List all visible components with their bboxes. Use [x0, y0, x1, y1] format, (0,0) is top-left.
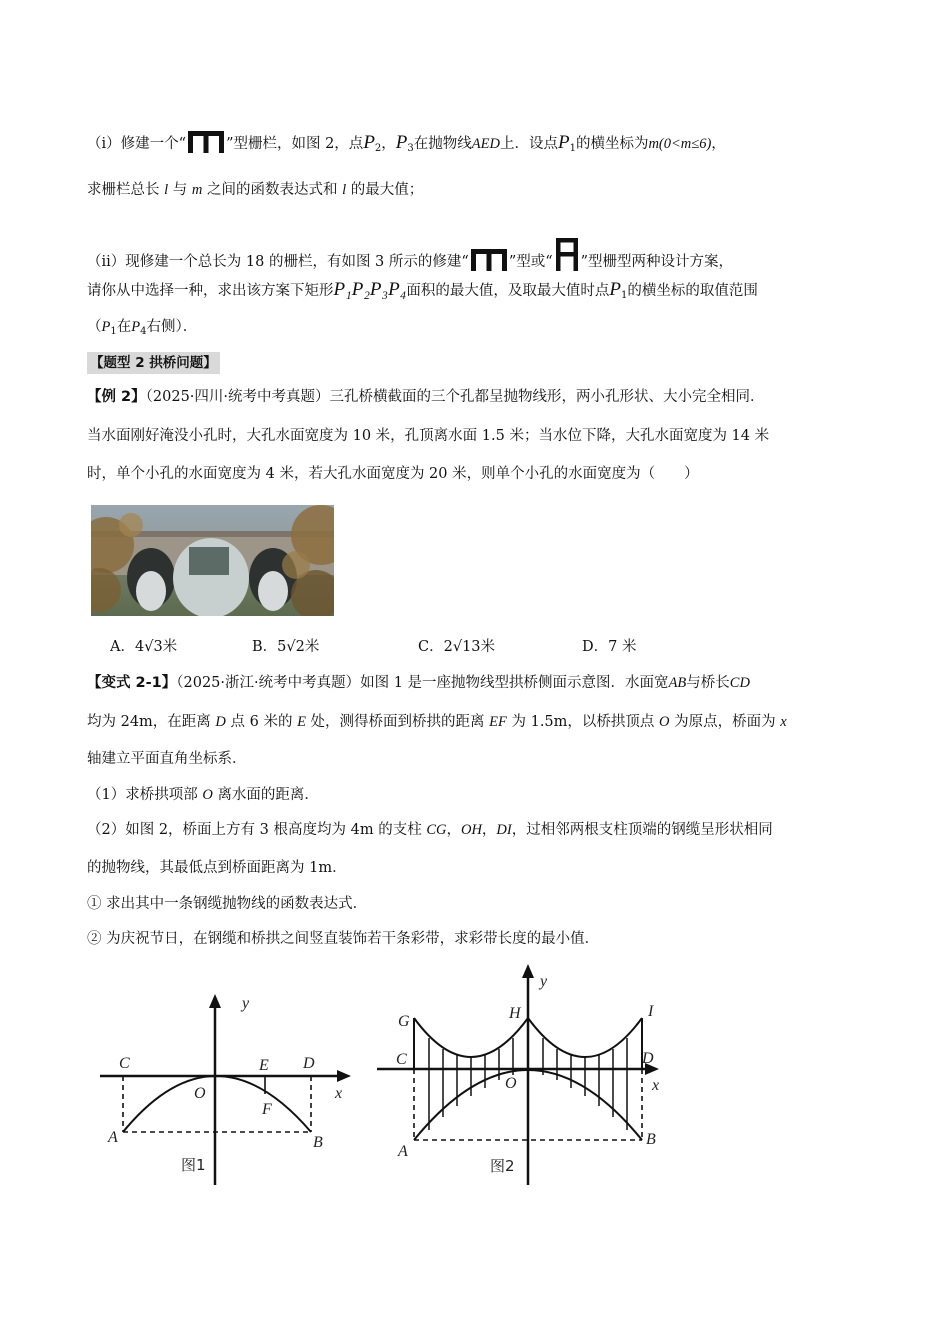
label-c: C	[396, 1051, 407, 1068]
option-c: C．2√13米	[418, 639, 496, 655]
part-ii-line-2: 请你从中选择一种，求出该方案下矩形P₁P₂P₃P₄面积的最大值，及取最大值时点$P_1$的横坐标的取值范围	[87, 279, 758, 301]
label-h: H	[509, 1005, 521, 1022]
option-b: B．5√2米	[252, 639, 320, 655]
figure-1	[95, 990, 365, 1190]
fence-a-shape-icon	[553, 236, 581, 272]
sub-question-2: ② 为庆祝节日，在钢缆和桥拱之间竖直装饰若干条彩带，求彩带长度的最小值．	[87, 931, 600, 947]
bridge-photo	[91, 505, 334, 616]
label-o: O	[194, 1085, 206, 1102]
label-i: I	[648, 1003, 654, 1020]
variant-2-1-line-1: 【变式 2-1】（2025·浙江·统考中考真题）如图 1 是一座抛物线型拱桥侧面示意图．水面宽AB与桥长CD	[87, 675, 750, 691]
label-x: x	[335, 1085, 343, 1102]
example-2-line-3: 时，单个小孔的水面宽度为 4 米，若大孔水面宽度为 20 米，则单个小孔的水面宽度为（ ）	[87, 466, 699, 482]
label-x: x	[652, 1077, 660, 1094]
label-b: B	[646, 1131, 656, 1148]
question-2-line-1: （2）如图 2，桥面上方有 3 根高度均为 4m 的支柱 CG，OH，DI，过相邻两根支柱顶端的钢缆呈形状相同	[87, 822, 773, 838]
figure-2	[372, 960, 672, 1190]
label-c: C	[119, 1055, 130, 1072]
question-1: （1）求桥拱项部 O 离水面的距离．	[87, 787, 319, 803]
part-ii-line-3: （$P_1$在$P_4$右侧）．	[87, 319, 198, 337]
label-d: D	[642, 1050, 654, 1067]
x-axis-arrow-icon	[337, 1070, 351, 1082]
label-a: A	[108, 1129, 118, 1146]
figure-2-caption: 图2	[490, 1157, 515, 1175]
label-f: F	[262, 1101, 272, 1118]
y-axis-arrow-icon	[209, 994, 221, 1008]
label-g: G	[398, 1013, 410, 1030]
label-a: A	[398, 1143, 408, 1160]
fence-m-shape-icon	[469, 246, 509, 272]
example-2-line-1: 【例 2】（2025·四川·统考中考真题）三孔桥横截面的三个孔都呈抛物线形，两小孔形状、大小完全相同．	[87, 389, 765, 405]
label-e: E	[259, 1057, 269, 1074]
label-b: B	[313, 1134, 323, 1151]
variant-2-1-line-3: 轴建立平面直角坐标系．	[87, 751, 247, 767]
figure-1-caption: 图1	[181, 1156, 206, 1174]
sub-question-1: ① 求出其中一条钢缆抛物线的函数表达式．	[87, 896, 368, 912]
label-o: O	[505, 1075, 517, 1092]
label-d: D	[303, 1055, 315, 1072]
left-cable	[414, 1018, 528, 1057]
variant-2-1-line-2: 均为 24m，在距离 D 点 6 米的 E 处，测得桥面到桥拱的距离 EF 为 1.5m，以桥拱顶点 O 为原点，桥面为 x	[87, 714, 787, 730]
part-i-line-1: （ⅰ）修建一个“ ”型栅栏，如图 2，点$P_2$，$P_3$在抛物线AED上．设点$P_1$的横坐标为m(0<m≤6)，	[87, 128, 726, 160]
option-a: A．4√3米	[110, 639, 178, 655]
right-cable	[528, 1018, 642, 1057]
label-y: y	[242, 995, 250, 1012]
arch-parabola	[123, 1076, 311, 1132]
y-axis-arrow-icon	[522, 964, 534, 978]
fence-m-shape-icon	[186, 128, 226, 154]
section-heading: 【题型 2 拱桥问题】	[87, 352, 220, 374]
label-y: y	[540, 973, 548, 990]
option-d: D．7 米	[582, 639, 637, 655]
part-ii-line-1: （ⅱ）现修建一个总长为 18 的栅栏，有如图 3 所示的修建“ ”型或“ ”型栅型两种设计方案，	[87, 236, 733, 273]
question-2-line-2: 的抛物线，其最低点到桥面距离为 1m．	[87, 860, 347, 876]
part-i-line-2: 求栅栏总长 l 与 m 之间的函数表达式和 l 的最大值；	[87, 182, 424, 198]
example-2-line-2: 当水面刚好淹没小孔时，大孔水面宽度为 10 米，孔顶离水面 1.5 米；当水位下降，大孔水面宽度为 14 米	[87, 428, 770, 444]
